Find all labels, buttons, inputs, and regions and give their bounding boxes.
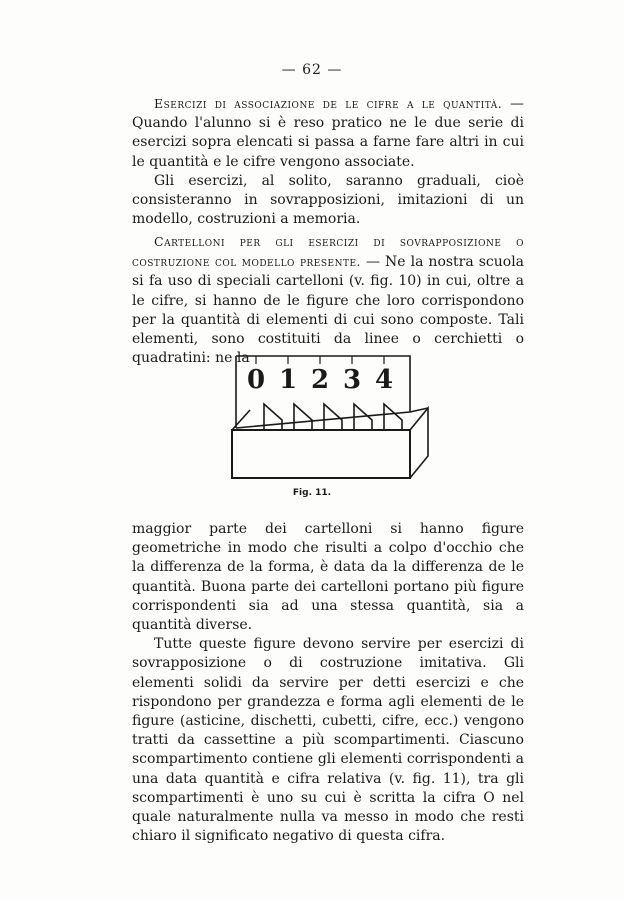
digit-label: 2: [310, 365, 330, 395]
digit-label: 0: [246, 365, 266, 395]
paragraph: [132, 94, 524, 172]
section-associazione: [132, 94, 524, 229]
section-heading: Cartelloni per gli esercizi di sovrapposizione o costruzione col modello presente.: [132, 234, 524, 270]
digit-label: 4: [374, 365, 394, 395]
page-number: — 62 —: [281, 62, 343, 78]
paragraph: Tutte queste figure devono servire per esercizi di sovrapposizione o di costruzione imitativa. Gli elementi solidi da servire per detti esercizi e che rispondono per grandezza e forma agli elementi de le figure (asticine, dischetti, cubetti, cifre, ecc.) vengono tratti da cassettine a più scompartimenti. Ciascuno scompartimento contiene gli elementi corrispondenti a una data quantità e cifra relativa (v. fig. 11), tra gli scompartimenti è uno su cui è scritta la cifra O nel quale naturalmente nulla va messo in modo che resti chiaro il significato negativo di questa cifra.: [132, 636, 524, 845]
section-cartelloni: [132, 232, 524, 368]
digit-label: 1: [278, 365, 298, 395]
hooks: [256, 356, 384, 364]
digit-label: 3: [342, 365, 362, 395]
section-continuation: [132, 520, 524, 846]
box-front-face: [232, 430, 410, 478]
paragraph-text: — Ne la nostra scuola si fa uso di speciali cartelloni (v. fig. 10) in cui, oltre a le cifre, si hanno de le figure che loro corrispondono per la quantità di elementi di cui sono composte. Tali elementi, sono costituiti da linee o cerchietti o quadratini: ne la: [132, 254, 525, 367]
compartment-box-drawing: [224, 352, 432, 484]
figure-caption: Fig. 11.: [292, 488, 332, 498]
paragraph-text: — Quando l'alunno si è reso pratico ne le due serie di esercizi sopra elencati si passa a farne fare altri in cui le quantità e le cifre vengono associate.: [132, 96, 524, 170]
paragraph: [132, 232, 524, 368]
box-dividers: [264, 404, 402, 430]
paragraph: maggior parte dei cartelloni si hanno figure geometriche in modo che risulti a colpo d'occhio che la differenza de la forma, è data da la differenza de le quantità. Buona parte dei cartelloni portano più figure corrispondenti sia ad una stessa quantità, sia a quantità diverse.: [132, 521, 524, 634]
figure-11-box-illustration: [224, 352, 432, 484]
paragraph: Gli esercizi, al solito, saranno graduali, cioè consisteranno in sovrapposizioni, imitazioni di un modello, costruzioni a memoria.: [132, 172, 524, 228]
section-heading: Esercizi di associazione de le cifre a le quantità.: [154, 96, 503, 111]
